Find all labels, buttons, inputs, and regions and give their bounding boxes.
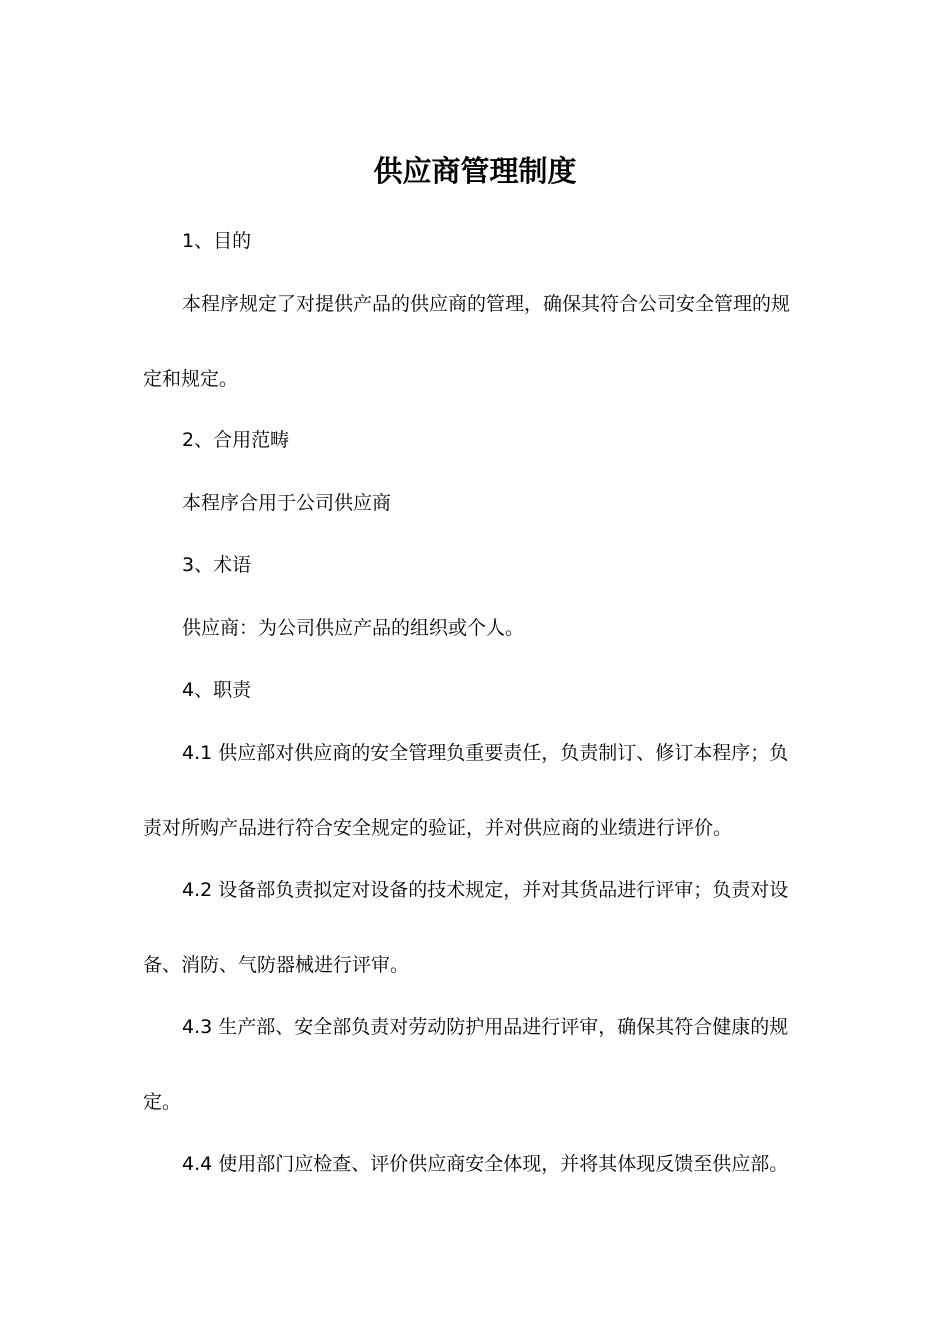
section-heading-scope [143, 426, 808, 454]
paragraph-4-2 [143, 876, 808, 979]
paragraph-line: 3、术语 [182, 554, 252, 576]
paragraph-line: 4.1 供应部对供应商的安全管理负重要责任，负责制订、修订本程序；负 [182, 742, 789, 764]
paragraph-line: 定和规定。 [143, 368, 239, 390]
paragraph-line: 2、合用范畴 [182, 429, 290, 451]
section-heading-terms [143, 551, 808, 579]
section-heading-purpose [143, 227, 808, 255]
document-title: 供应商管理制度 [373, 154, 577, 188]
paragraph-line: 供应商：为公司供应产品的组织或个人。 [182, 617, 525, 639]
paragraph-4-3 [143, 1013, 808, 1116]
paragraph-line: 定。 [143, 1091, 182, 1113]
paragraph-line: 4.4 使用部门应检查、评价供应商安全体现，并将其体现反馈至供应部。 [182, 1153, 789, 1175]
paragraph-line: 备、消防、气防器械进行评审。 [143, 954, 410, 976]
paragraph-line: 本程序合用于公司供应商 [182, 492, 392, 514]
paragraph-line: 1、目的 [182, 230, 252, 252]
paragraph-4-1 [143, 739, 808, 842]
section-heading-responsibilities [143, 676, 808, 704]
paragraph-line: 4.3 生产部、安全部负责对劳动防护用品进行评审，确保其符合健康的规 [182, 1016, 789, 1038]
paragraph-line: 责对所购产品进行符合安全规定的验证，并对供应商的业绩进行评价。 [143, 817, 733, 839]
paragraph-line: 4.2 设备部负责拟定对设备的技术规定，并对其货品进行评审；负责对设 [182, 879, 789, 901]
paragraph-purpose [143, 290, 808, 393]
paragraph-line: 4、职责 [182, 679, 252, 701]
paragraph-line: 本程序规定了对提供产品的供应商的管理，确保其符合公司安全管理的规 [182, 293, 791, 315]
paragraph-scope [143, 489, 808, 517]
paragraph-terms [143, 614, 808, 642]
paragraph-4-4 [143, 1150, 808, 1178]
